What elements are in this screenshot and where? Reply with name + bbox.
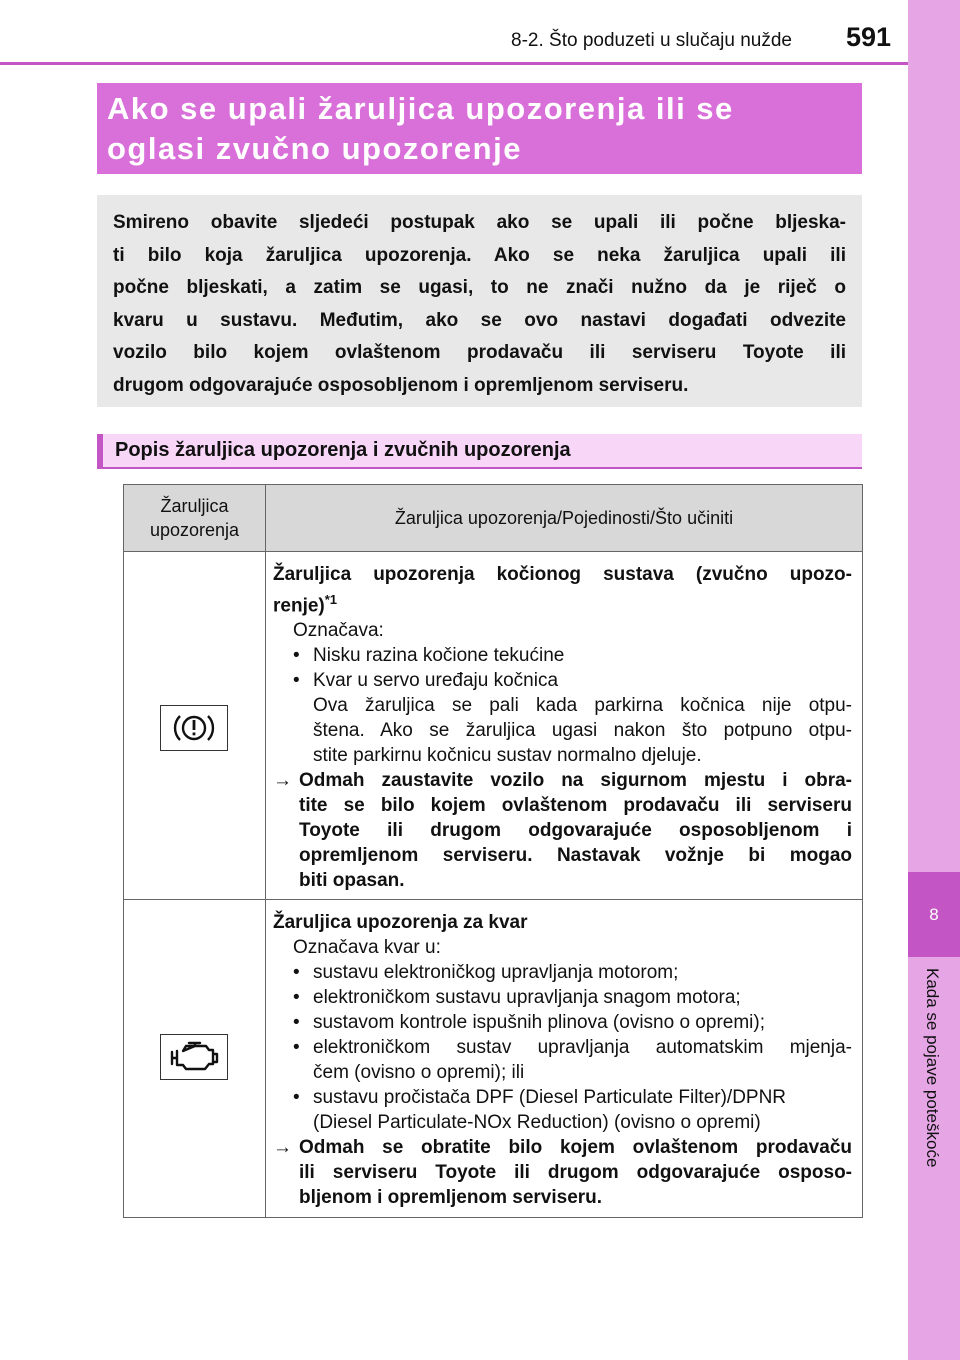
intro-line: kvaru u sustavu. Međutim, ako se ovo nastavi događati odvezite [113,309,846,331]
warning-table [123,484,863,1218]
table-row [124,552,863,900]
check-engine-icon [160,1034,228,1080]
warning-title: Žaruljica upozorenja kočionog sustava (zvučno upozo- [273,564,852,585]
title-line-1: Ako se upali žaruljica upozorenja ili se [107,91,734,126]
intro-line: počne bljeskati, a zatim se ugasi, to ne znači nužno da je riječ o [113,277,846,298]
list-item: • sustavom kontrole ispušnih plinova (ovisno o opremi); [293,1012,765,1034]
table-header-row [124,485,863,552]
footnote-marker: *1 [324,592,338,607]
action-text: → Odmah se obratite bilo kojem ovlaštenom prodavaču [273,1137,852,1159]
chapter-sidebar [908,0,960,1360]
lamp-cell [124,552,266,900]
header-divider [0,62,908,65]
column-header-details: Žaruljica upozorenja/Pojedinosti/Što učiniti [266,485,863,552]
lamp-cell [124,900,266,1218]
list-item: • sustavu elektroničkog upravljanja motorom; [293,962,679,984]
warning-title: Žaruljica upozorenja za kvar [273,912,528,934]
intro-line: Smireno obavite sljedeći postupak ako se upali ili počne bljeska- [113,212,846,233]
details-cell: Žaruljica upozorenja kočionog sustava (zvučno upozo- renje)$^{*1}$ Označava: • Nisku razina kočione tekućine • Kvar u servo uređaju kočnica Ova žaruljica se pali kada parkirna kočnica nije otpu- štena. Ako se žaruljica ugasi nakon što potpuno otpu- stite parkirnu kočnicu sustav normalno djeluje. → Odmah zaustavite vozilo na sigurnom mjestu i obra- tite se bilo kojem ovlaštenom prodavaču ili serviseru Toyote ili drugom odgovarajuće osposobljenom i opremljenom serviseru. Nastavak vožnje bi mogao biti opasan. [266,552,863,900]
chapter-title: Kada se pojave poteškoće [923,968,942,1168]
subheading: Popis žaruljica upozorenja i zvučnih upozorenja [97,434,862,469]
title-line-2: oglasi zvučno upozorenje [107,131,522,166]
arrow-icon: → [273,770,292,792]
section-title: 8-2. Što poduzeti u slučaju nužde [511,30,792,51]
list-item: • elektroničkom sustavu upravljanja snagom motora; [293,987,741,1009]
intro-line: ti bilo koja žaruljica upozorenja. Ako se neka žaruljica upali ili [113,244,846,266]
list-item: • sustavu pročistača DPF (Diesel Particulate Filter)/DPNR [293,1087,787,1109]
arrow-icon: → [273,1137,292,1159]
intro-line: vozilo bilo kojem ovlaštenom prodavaču ili serviseru Toyote ili [113,342,846,363]
table-row [124,900,863,1218]
details-cell: Žaruljica upozorenja za kvar Označava kvar u: • sustavu elektroničkog upravljanja motorom; • elektroničkom sustavu upravljanja snagom motora; • sustavom kontrole ispušnih plinova (ovisno o opremi); • elektroničkom sustav upravljanja automatskim mjenja- čem (ovisno o opremi); ili • sustavu pročistača DPF (Diesel Particulate Filter)/DPNR (Diesel Particulate-NOx Reduction) (ovisno o opremi) → Odmah se obratite bilo kojem ovlaštenom prodavaču ili serviseru Toyote ili drugom odgovarajuće osposo- bljenom i opremljenom serviseru. [266,900,863,1218]
intro-line: drugom odgovarajuće osposobljenom i opremljenom serviseru. [113,374,689,396]
list-item: • Kvar u servo uređaju kočnica [293,670,559,692]
list-item: • elektroničkom sustav upravljanja automatskim mjenja- [293,1037,852,1059]
brake-warning-icon [160,705,228,751]
list-item: • Nisku razina kočione tekućine [293,645,565,667]
column-header-lamp: Žaruljica upozorenja [124,485,266,552]
title-banner [97,83,862,174]
chapter-number-tab: 8 [908,872,960,957]
action-text: → Odmah zaustavite vozilo na sigurnom mjestu i obra- [273,770,852,792]
page-number: 591 [846,22,892,52]
intro-box [97,195,862,407]
